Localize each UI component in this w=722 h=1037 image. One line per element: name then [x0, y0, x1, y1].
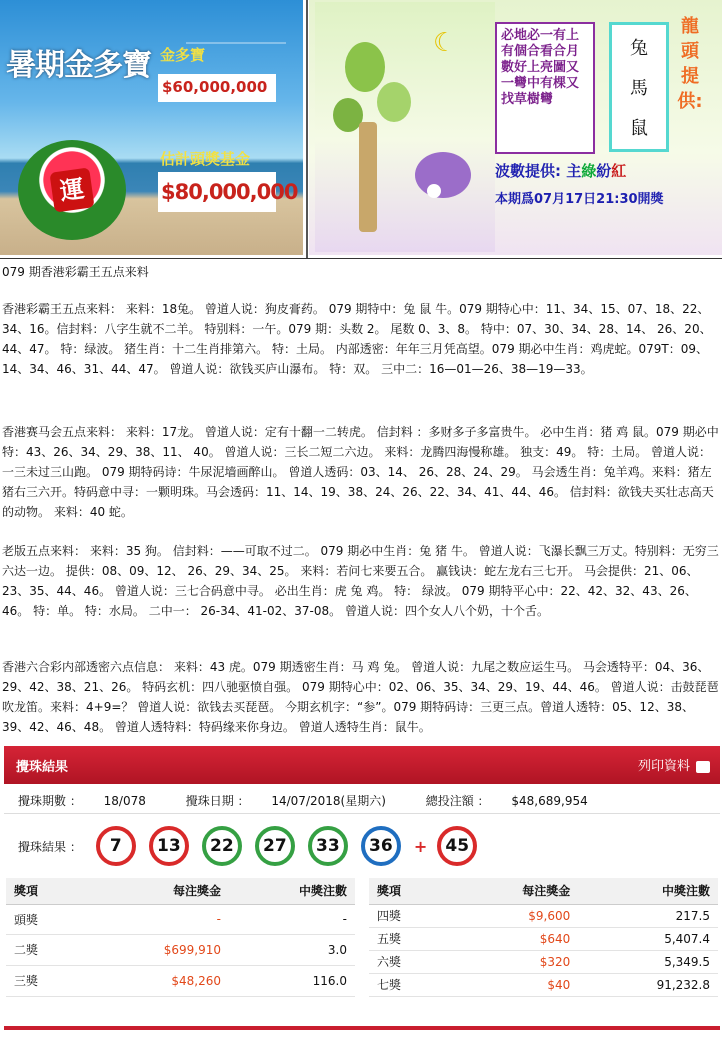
prize-name: 七獎 [369, 973, 450, 996]
col-prize: 獎項 [369, 878, 450, 904]
prize-amount: $9,600 [450, 904, 579, 927]
balls-label: 攪珠結果 ： [18, 839, 82, 854]
table-row [369, 950, 718, 973]
animal-2: 馬 [630, 78, 648, 99]
printer-icon [696, 761, 710, 773]
dragon-credit: 龍頭提供: [677, 16, 703, 112]
prize-amount: $640 [450, 927, 579, 950]
prize-name: 三獎 [6, 965, 85, 996]
draw-results-panel [4, 746, 720, 1030]
turnover: $48,689,954 [511, 794, 588, 808]
table-row [6, 904, 355, 935]
prize-winners: 5,407.4 [578, 927, 718, 950]
results-header [4, 746, 720, 784]
prize-tables [4, 878, 720, 997]
ball: 33 [308, 826, 348, 866]
watermelon-image [18, 140, 126, 240]
jackpot-value: $60,000,000 [158, 74, 276, 102]
article-paragraph: 香港六合彩内部透密六点信息： 来料：43 虎。079 期透密生肖：马 鸡 兔。 曾道人说：九尾之数应运生马。 马会透特平：04、36、29、42、38、21、26。 特码玄机：四八驰驱愤自强。 079 期特心中：02、06、35、34、29、19、44、46。 曾道人说：击鼓琵琶吹龙笛。来料：4+9=？ 曾道人说：欲钱去买琵琶。 今期玄机字：“参”。079 期特码诗：三更三点。曾道人透特：05、12、38、39、42、46、48。 曾道人透特料：特码缘来你身边。 曾道人透特生肖：鼠牛。 [2, 660, 719, 734]
prize-name: 五獎 [369, 927, 450, 950]
ball: 13 [149, 826, 189, 866]
tree-trunk [359, 122, 377, 232]
print-label: 列印資料 [637, 759, 690, 774]
banner-divider [306, 0, 308, 258]
col-amount: 每注獎金 [450, 878, 579, 904]
luck-badge: 運 [49, 167, 94, 212]
draw-period: 本期爲07月17日21:30開獎 [495, 192, 664, 207]
prize-winners: 3.0 [229, 935, 355, 966]
animal-1: 兔 [630, 38, 648, 59]
supply-mid: 紛 [596, 162, 612, 180]
prize-winners: 116.0 [229, 965, 355, 996]
flower-icon [415, 152, 471, 198]
drawn-balls [4, 814, 720, 878]
table-row [6, 965, 355, 996]
table-row [369, 927, 718, 950]
riddle-illustration [315, 2, 495, 252]
table-row [369, 973, 718, 996]
col-winners: 中獎注數 [578, 878, 718, 904]
draw-info [4, 784, 720, 814]
prize-winners: 91,232.8 [578, 973, 718, 996]
table-row [369, 904, 718, 927]
supply-c: 紅 [611, 162, 627, 180]
results-title: 攪珠結果 [16, 760, 69, 775]
article-paragraph: 香港赛马会五点来料： 来料：17龙。 曾道人说：定有十翻一二转虎。 信封料 ：多财多子多富贵牛。 必中生肖：猪 鸡 鼠。079 期必中特：43、26、34、29、38、11、 40。 曾道人说：三长二短二六边。 来料：龙腾四海慢称雄。 独支：49。 特：土局。 曾道人说：一三未过三山跑。 079 期特码诗：牛尿泥墙画醉山。 曾道人透码：03、14、 26、28、24、29。 马会透生肖：兔羊鸡。来料：猪左猪右三六开。特码意中寻：一颗明珠。马会透码：11、14、19、38、24、26、22、34、41、44、46。 信封料：欲钱夫买壮志高天的动物。 来料：40 蛇。 [2, 425, 719, 519]
prize-amount: $48,260 [85, 965, 229, 996]
ball: 27 [255, 826, 295, 866]
supply-b: 綠 [581, 162, 597, 180]
leaf-icon [377, 82, 411, 122]
prize-name: 四獎 [369, 904, 450, 927]
animal-box [609, 22, 669, 152]
supply-credit [495, 160, 626, 181]
plus-sign: + [413, 836, 428, 856]
animal-3: 鼠 [630, 118, 648, 139]
col-winners: 中獎注數 [229, 878, 355, 904]
leaf-icon [345, 42, 385, 92]
supply-prefix: 波數提供: [495, 162, 561, 180]
prize-amount: $699,910 [85, 935, 229, 966]
draw-no-label: 攪珠期數 ： [18, 794, 82, 808]
sky-decoration [186, 0, 286, 44]
extra-ball: 45 [437, 826, 477, 866]
ball: 7 [96, 826, 136, 866]
prize-winners: 5,349.5 [578, 950, 718, 973]
brand-logo: 暑期金多寶 [6, 48, 151, 83]
draw-no: 18/078 [103, 794, 146, 808]
col-amount: 每注獎金 [85, 878, 229, 904]
jackpot-banner [0, 0, 303, 255]
col-prize: 獎項 [6, 878, 85, 904]
prize-winners: - [229, 904, 355, 935]
riddle-poem: 必地必一有上有個合看合月數好上亮圖又一彎中有棵又找草樹彎 [495, 22, 595, 154]
moon-icon: ☾ [433, 28, 457, 58]
riddle-banner [309, 0, 722, 255]
prize-name: 六獎 [369, 950, 450, 973]
prize-amount: - [85, 904, 229, 935]
table-row [6, 935, 355, 966]
print-button[interactable] [638, 755, 710, 774]
jackpot-label: 金多寶 [160, 46, 206, 64]
prize-amount: $40 [450, 973, 579, 996]
prize-name: 二獎 [6, 935, 85, 966]
flower-center [427, 184, 441, 198]
ball: 22 [202, 826, 242, 866]
estimate-label: 估計頭獎基金 [160, 150, 251, 168]
article-paragraph: 香港彩霸王五点来料： 来料：18兔。 曾道人说：狗皮膏药。 079 期特中：兔 鼠 牛。079 期特心中：11、34、15、07、18、22、34、16。信封料：八字生就不二羊。 特别料：一午。079 期：头数 2。 尾数 0、3、8。 特中：07、30、34、28、14、 26、20、44、47。 特：绿波。 猪生肖：十二生肖排第六。 特：土局。 内部透密：年年三月凭高望。079 期必中生肖：鸡虎蛇。079T：09、14、34、46、31、44、47。 曾道人说：欲钱买庐山瀑布。 特：双。 三中二：16—01—26、38—19—33。 [2, 302, 712, 376]
draw-date-label: 攪珠日期 ： [185, 794, 250, 808]
prize-table-right [369, 878, 718, 997]
banner-rule [0, 258, 722, 259]
draw-date: 14/07/2018(星期六) [271, 794, 386, 808]
supply-a: 主 [566, 162, 582, 180]
prize-winners: 217.5 [578, 904, 718, 927]
turnover-label: 總投注額 ： [425, 794, 490, 808]
estimate-value: $80,000,000 [158, 172, 276, 212]
prize-table-left [6, 878, 355, 997]
article-title: 079 期香港彩霸王五点来料 [2, 265, 149, 279]
prize-name: 頭獎 [6, 904, 85, 935]
ball: 36 [361, 826, 401, 866]
article-paragraph: 老版五点来料： 来料：35 狗。 信封料：——可取不过二。 079 期必中生肖：兔 猪 牛。 曾道人说：飞瀑长飘三万丈。特别料：无穷三六达一边。 提供：08、09、12、 26、29、34、25。 来料：若问七来要五合。 赢钱诀：蛇左龙右三七开。 马会提供：21、06、23、35、44、46。 曾道人说：三七合码意中寻。 必出生肖：虎 兔 鸡。 特： 绿波。 079 期特平心中：22、42、32、43、26、46。 特：单。 特：水局。 二中一： 26-34、41-02、37-08。 曾道人说：四个女人八个奶，十个舌。 [2, 544, 719, 618]
prize-amount: $320 [450, 950, 579, 973]
